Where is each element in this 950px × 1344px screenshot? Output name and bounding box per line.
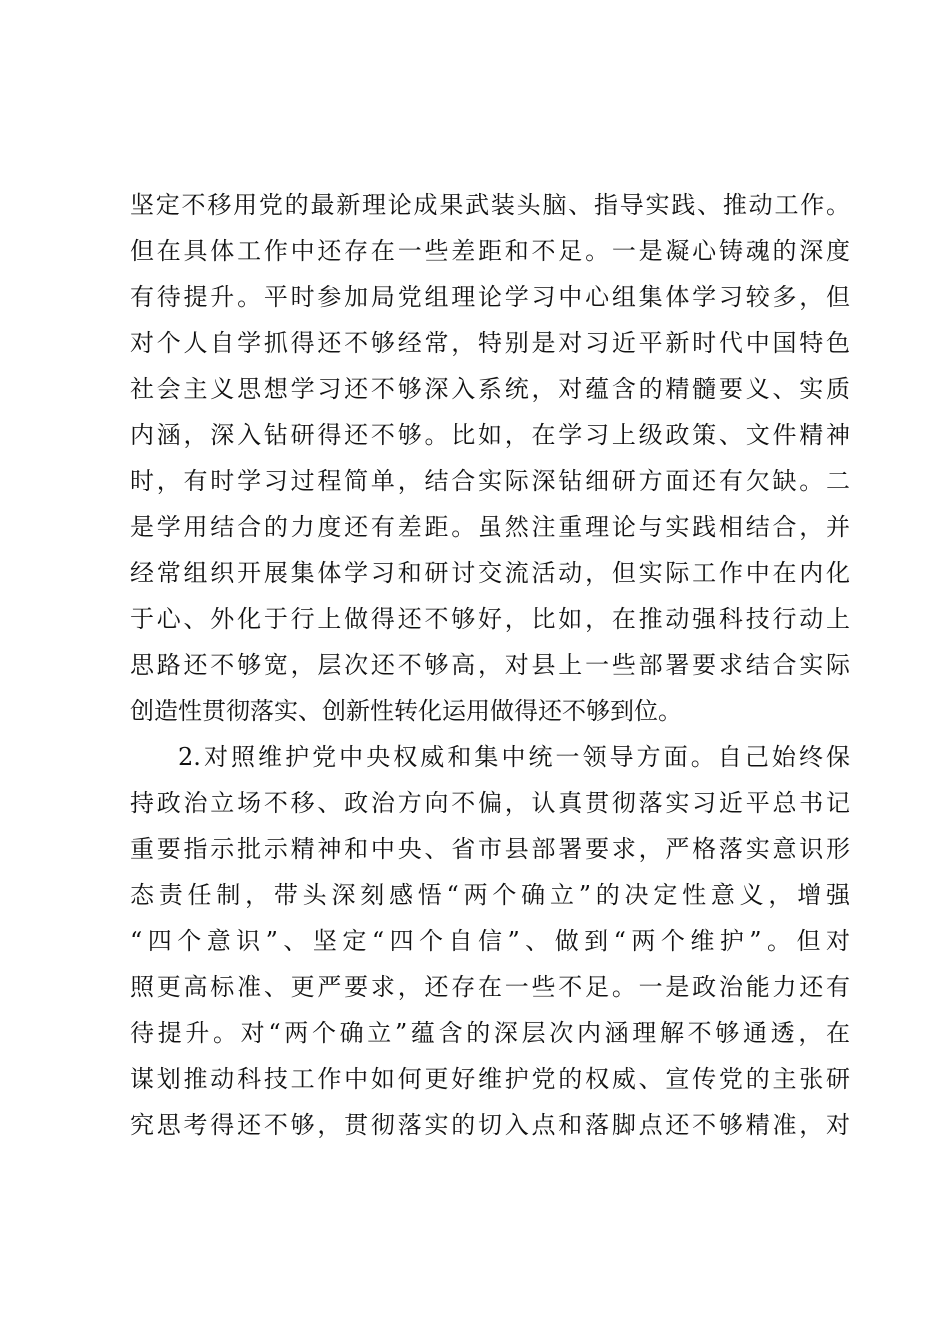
paragraph-line: 坚定不移用党的最新理论成果武装头脑、指导实践、推动工作。 (130, 191, 850, 219)
paragraph-line: “四个意识”、坚定“四个自信”、做到“两个维护”。但对 (130, 927, 850, 955)
paragraph-line: 经常组织开展集体学习和研讨交流活动，但实际工作中在内化 (130, 559, 850, 587)
paragraph-line: 待提升。对“两个确立”蕴含的深层次内涵理解不够通透，在 (130, 1019, 850, 1047)
document-body (130, 182, 850, 1148)
paragraph-line: 2.对照维护党中央权威和集中统一领导方面。自己始终保 (178, 743, 850, 771)
paragraph-line: 有待提升。平时参加局党组理论学习中心组集体学习较多，但 (130, 283, 850, 311)
paragraph-line: 于心、外化于行上做得还不够好，比如，在推动强科技行动上 (130, 605, 850, 633)
paragraph-line: 态责任制，带头深刻感悟“两个确立”的决定性意义，增强 (130, 881, 850, 909)
paragraph-line: 但在具体工作中还存在一些差距和不足。一是凝心铸魂的深度 (130, 237, 850, 265)
paragraph-line: 是学用结合的力度还有差距。虽然注重理论与实践相结合，并 (130, 513, 850, 541)
paragraph-line: 思路还不够宽，层次还不够高，对县上一些部署要求结合实际 (130, 651, 850, 679)
paragraph-line: 究思考得还不够，贯彻落实的切入点和落脚点还不够精准，对 (130, 1111, 850, 1139)
paragraph-line: 内涵，深入钻研得还不够。比如，在学习上级政策、文件精神 (130, 421, 850, 449)
paragraph-line: 重要指示批示精神和中央、省市县部署要求，严格落实意识形 (130, 835, 850, 863)
paragraph-2 (130, 734, 850, 1148)
paragraph-line: 创造性贯彻落实、创新性转化运用做得还不够到位。 (130, 697, 682, 725)
paragraph-line: 对个人自学抓得还不够经常，特别是对习近平新时代中国特色 (130, 329, 850, 357)
paragraph-line: 照更高标准、更严要求，还存在一些不足。一是政治能力还有 (130, 973, 850, 1001)
paragraph-1 (130, 182, 850, 734)
paragraph-line: 持政治立场不移、政治方向不偏，认真贯彻落实习近平总书记 (130, 789, 850, 817)
paragraph-line: 社会主义思想学习还不够深入系统，对蕴含的精髓要义、实质 (130, 375, 850, 403)
paragraph-line: 谋划推动科技工作中如何更好维护党的权威、宣传党的主张研 (130, 1065, 850, 1093)
paragraph-line: 时，有时学习过程简单，结合实际深钻细研方面还有欠缺。二 (130, 467, 850, 495)
